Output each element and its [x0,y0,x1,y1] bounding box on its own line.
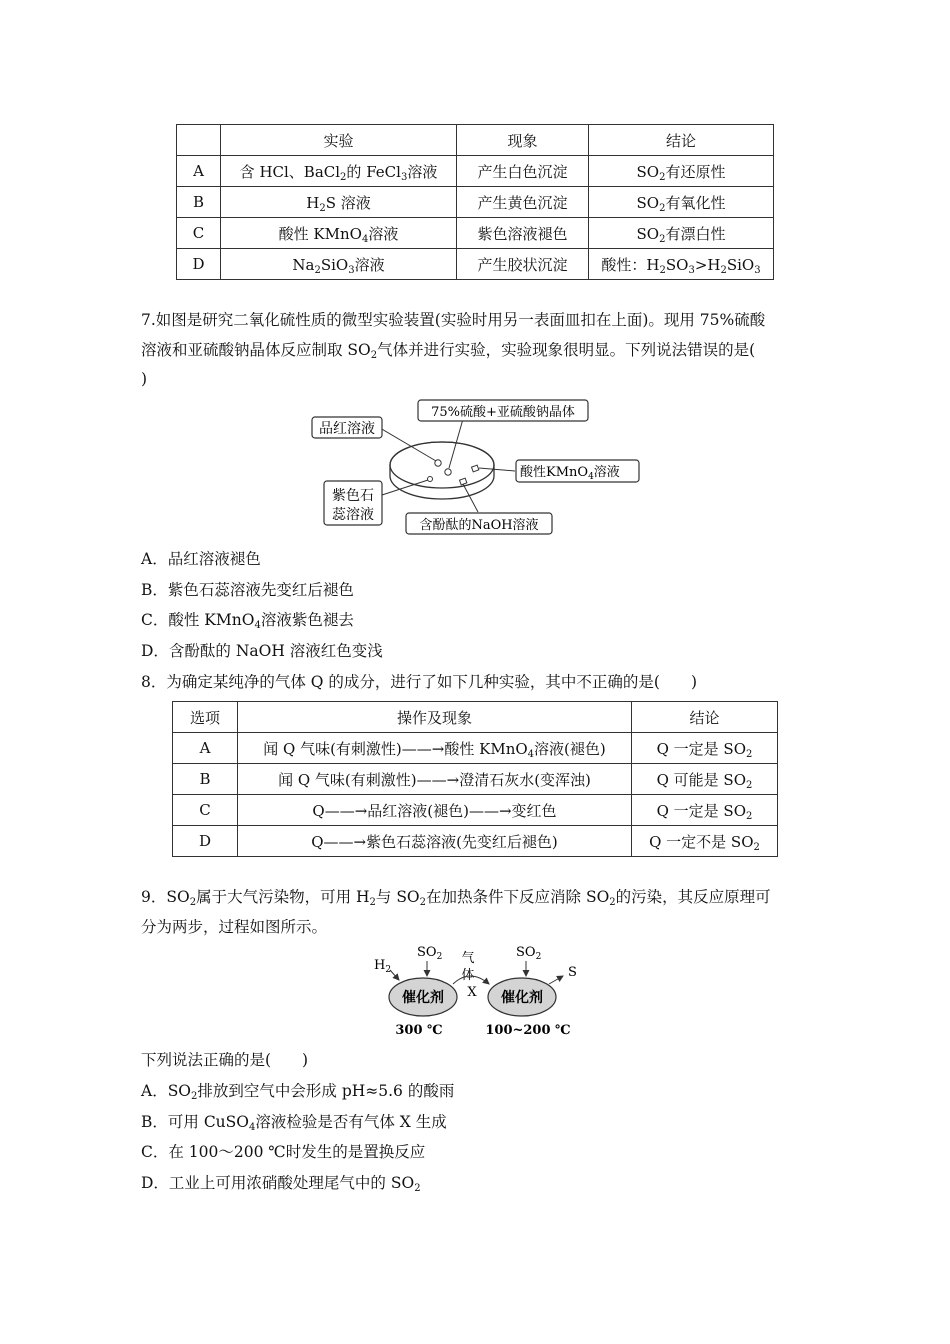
row-label: B [177,187,221,218]
row-label: C [177,218,221,249]
label-gas-3: X [467,985,477,1000]
catalyst-label-2: 催化剂 [501,990,543,1006]
table-row [177,187,774,218]
q9-option-b: B．可用 CuSO$_4$溶液检验是否有气体 X 生成 [141,1113,447,1133]
table-row [173,795,778,826]
table-header-cell: 操作及现象 [238,702,632,733]
q9-stem-line2: 分为两步，过程如图所示。 [141,918,328,936]
table-experiments [176,124,774,280]
table-row [173,733,778,764]
label-gas-1: 气 [461,951,475,966]
q7-stem-line3: ) [141,370,148,388]
table-row [177,249,774,280]
q7-option-a: A．品红溶液褪色 [141,550,261,568]
table-header-cell: 结论 [632,702,778,733]
label-naoh: 含酚酞的NaOH溶液 [419,518,539,533]
row-label: D [177,249,221,280]
table-row [173,764,778,795]
label-so2-1: $SO_2$ [417,945,443,962]
label-temp-2: 100~200 ℃ [485,1023,571,1038]
conclusion-cell: $SO_2$有还原性 [589,156,774,187]
catalyst-label-1: 催化剂 [402,990,444,1006]
table-header-cell: 结论 [589,125,774,156]
experiment-cell: 酸性 KMnO$_4$溶液 [221,218,457,249]
row-label: D [173,826,238,857]
conclusion-cell: 酸性：$H_2SO_3>H_2SiO_3$ [589,249,774,280]
table-row [173,826,778,857]
row-label: A [177,156,221,187]
q7-option-b: B．紫色石蕊溶液先变红后褪色 [141,581,354,599]
label-litmus-2: 蕊溶液 [332,507,374,523]
conclusion-cell: Q 一定是 $SO_2$ [632,795,778,826]
label-so2-2: $SO_2$ [516,945,542,962]
experiment-cell: 含 HCl、BaCl$_2$的 FeCl$_3$溶液 [221,156,457,187]
q7-apparatus-diagram [300,395,650,540]
q7-stem-line1: 7.如图是研究二氧化硫性质的微型实验装置(实验时用另一表面皿扣在上面)。现用 75%硫酸 [141,311,766,329]
table-header-cell: 选项 [173,702,238,733]
phenomenon-cell: 产生黄色沉淀 [457,187,589,218]
label-temp-1: 300 ℃ [395,1023,443,1038]
row-label: C [173,795,238,826]
q7-option-c: C．酸性 KMnO$_4$溶液紫色褪去 [141,611,354,631]
q9-option-c: C．在 100～200 ℃时发生的是置换反应 [141,1143,426,1161]
q8-stem: 8．为确定某纯净的气体 Q 的成分，进行了如下几种实验，其中不正确的是( ) [141,673,698,691]
table-row [177,156,774,187]
label-h2: $H_2$ [374,958,392,975]
table-header-row [177,125,774,156]
row-label: A [173,733,238,764]
phenomenon-cell: 紫色溶液褪色 [457,218,589,249]
operation-cell: Q——→品红溶液(褪色)——→变红色 [238,795,632,826]
conclusion-cell: $SO_2$有漂白性 [589,218,774,249]
table-header-cell: 实验 [221,125,457,156]
litmus-drop [428,477,433,482]
label-kmno4: 酸性KMnO$_4$溶液 [520,465,620,482]
table-header-cell [177,125,221,156]
table-header-cell: 现象 [457,125,589,156]
experiment-cell: $H_2S$ 溶液 [221,187,457,218]
label-gas-2: 体 [461,968,475,983]
q7-stem-line2: 溶液和亚硫酸钠晶体反应制取 $SO_2$气体并进行实验，实验现象很明显。下列说法错误的是( [141,341,756,361]
table-q8 [172,701,778,857]
label-s: S [568,965,577,980]
label-litmus-1: 紫色石 [332,488,374,504]
phenomenon-cell: 产生白色沉淀 [457,156,589,187]
label-pinhong: 品红溶液 [319,421,375,437]
acid-drop [445,469,451,475]
table-header-row [173,702,778,733]
q7-option-d: D．含酚酞的 NaOH 溶液红色变浅 [141,642,383,660]
q9-prompt: 下列说法正确的是( ) [141,1051,309,1069]
q9-stem-line1: 9．$SO_2$属于大气污染物，可用 $H_2$与 $SO_2$在加热条件下反应消除 $SO_2$的污染，其反应原理可 [141,888,771,908]
phenomenon-cell: 产生胶状沉淀 [457,249,589,280]
experiment-cell: $Na_2SiO_3$溶液 [221,249,457,280]
operation-cell: 闻 Q 气味(有刺激性)——→澄清石灰水(变浑浊) [238,764,632,795]
label-acid: 75%硫酸+亚硫酸钠晶体 [431,405,575,420]
q9-reaction-diagram [365,940,595,1040]
q9-option-a: A．$SO_2$排放到空气中会形成 pH≈5.6 的酸雨 [141,1082,455,1102]
conclusion-cell: Q 可能是 $SO_2$ [632,764,778,795]
table-row [177,218,774,249]
row-label: B [173,764,238,795]
q9-option-d: D．工业上可用浓硝酸处理尾气中的 $SO_2$ [141,1174,421,1194]
operation-cell: Q——→紫色石蕊溶液(先变红后褪色) [238,826,632,857]
conclusion-cell: $SO_2$有氧化性 [589,187,774,218]
conclusion-cell: Q 一定是 $SO_2$ [632,733,778,764]
conclusion-cell: Q 一定不是 $SO_2$ [632,826,778,857]
operation-cell: 闻 Q 气味(有刺激性)——→酸性 KMnO$_4$溶液(褪色) [238,733,632,764]
